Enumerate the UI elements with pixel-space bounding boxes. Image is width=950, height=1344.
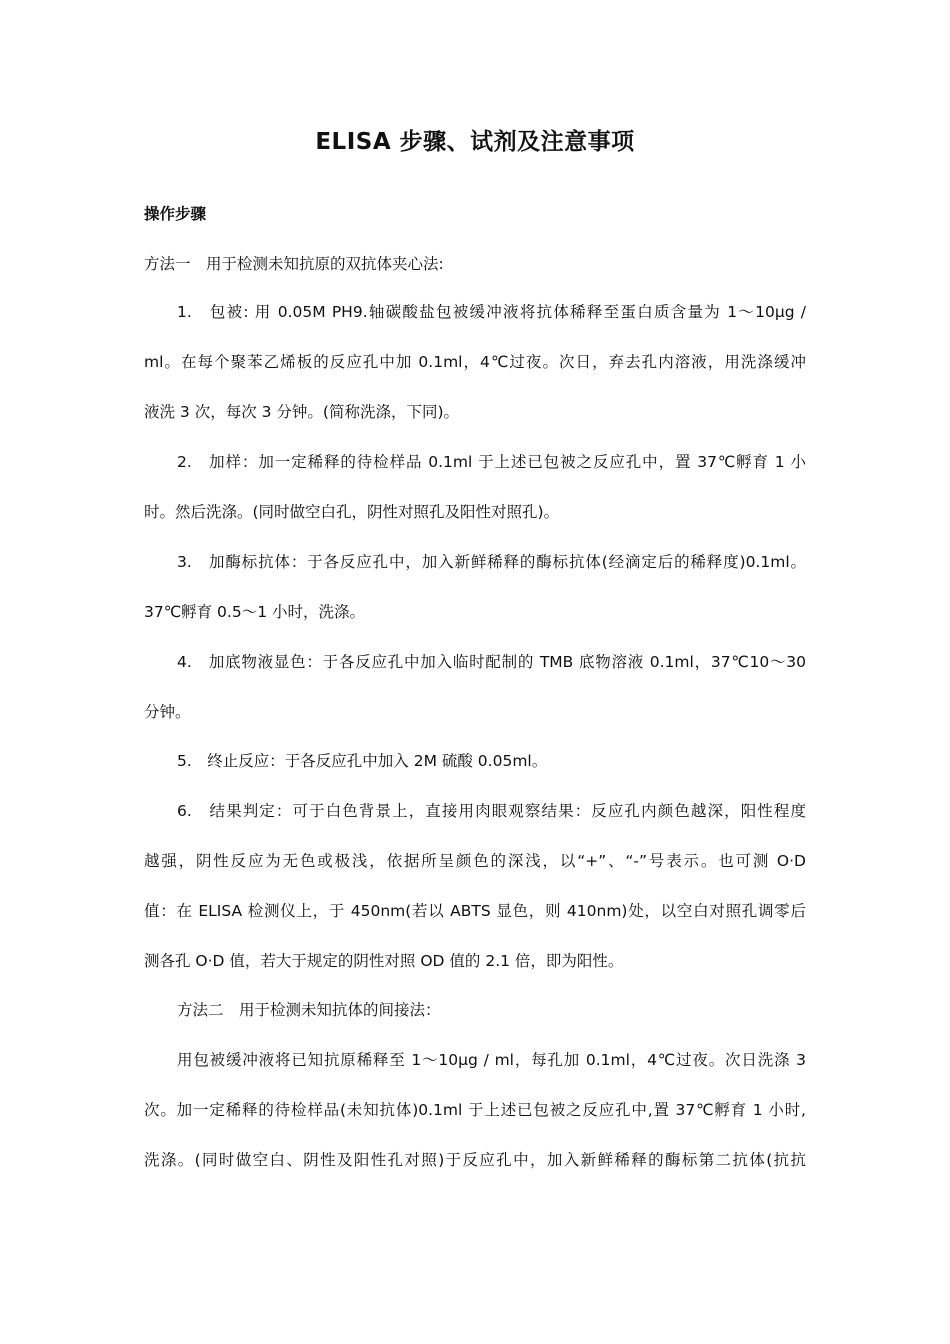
- method-two-heading: 方法二 用于检测未知抗体的间接法：: [177, 1001, 441, 1019]
- step-3-line-1: 3. 加酶标抗体：于各反应孔中，加入新鲜稀释的酶标抗体(经滴定后的稀释度)0.1ml。: [177, 553, 806, 571]
- step-6-line-2: 越强，阴性反应为无色或极浅，依据所呈颜色的深浅，以“+”、“-”号表示。也可测 O·D: [144, 852, 806, 870]
- step-2-line-1: 2. 加样：加一定稀释的待检样品 0.1ml 于上述已包被之反应孔中，置 37℃孵育 1 小: [177, 453, 806, 471]
- method-two-line-1: 用包被缓冲液将已知抗原稀释至 1～10μg / ml，每孔加 0.1ml，4℃过夜。次日洗涤 3: [177, 1051, 806, 1069]
- step-1-line-2: ml。在每个聚苯乙烯板的反应孔中加 0.1ml，4℃过夜。次日，弃去孔内溶液，用洗涤缓冲: [144, 353, 806, 371]
- step-2-line-2: 时。然后洗涤。(同时做空白孔，阴性对照孔及阳性对照孔)。: [144, 503, 560, 521]
- step-6-line-4: 测各孔 O·D 值，若大于规定的阴性对照 OD 值的 2.1 倍，即为阳性。: [144, 952, 624, 970]
- step-1-line-3: 液洗 3 次，每次 3 分钟。(简称洗涤，下同)。: [144, 403, 460, 421]
- step-1-line-1: 1. 包被: 用 0.05M PH9.轴碳酸盐包被缓冲液将抗体稀释至蛋白质含量为 1～10μg /: [177, 303, 806, 321]
- step-5-line-1: 5. 终止反应：于各反应孔中加入 2M 硫酸 0.05ml。: [177, 752, 548, 770]
- step-6-line-1: 6. 结果判定：可于白色背景上，直接用肉眼观察结果：反应孔内颜色越深，阳性程度: [177, 802, 806, 820]
- method-one-heading: 方法一 用于检测未知抗原的双抗体夹心法:: [144, 255, 444, 273]
- method-two-line-3: 洗涤。(同时做空白、阴性及阳性孔对照)于反应孔中，加入新鲜稀释的酶标第二抗体(抗抗: [144, 1151, 806, 1169]
- step-4-line-2: 分钟。: [144, 703, 191, 721]
- step-3-line-2: 37℃孵育 0.5～1 小时，洗涤。: [144, 603, 365, 621]
- step-4-line-1: 4. 加底物液显色：于各反应孔中加入临时配制的 TMB 底物溶液 0.1ml，37℃10～30: [177, 653, 806, 671]
- section-heading: 操作步骤: [144, 205, 207, 223]
- method-two-line-2: 次。加一定稀释的待检样品(未知抗体)0.1ml 于上述已包被之反应孔中,置 37℃孵育 1 小时,: [144, 1101, 806, 1119]
- step-6-line-3: 值：在 ELISA 检测仪上，于 450nm(若以 ABTS 显色，则 410nm)处，以空白对照孔调零后: [144, 902, 806, 920]
- document-title: ELISA 步骤、试剂及注意事项: [315, 129, 635, 155]
